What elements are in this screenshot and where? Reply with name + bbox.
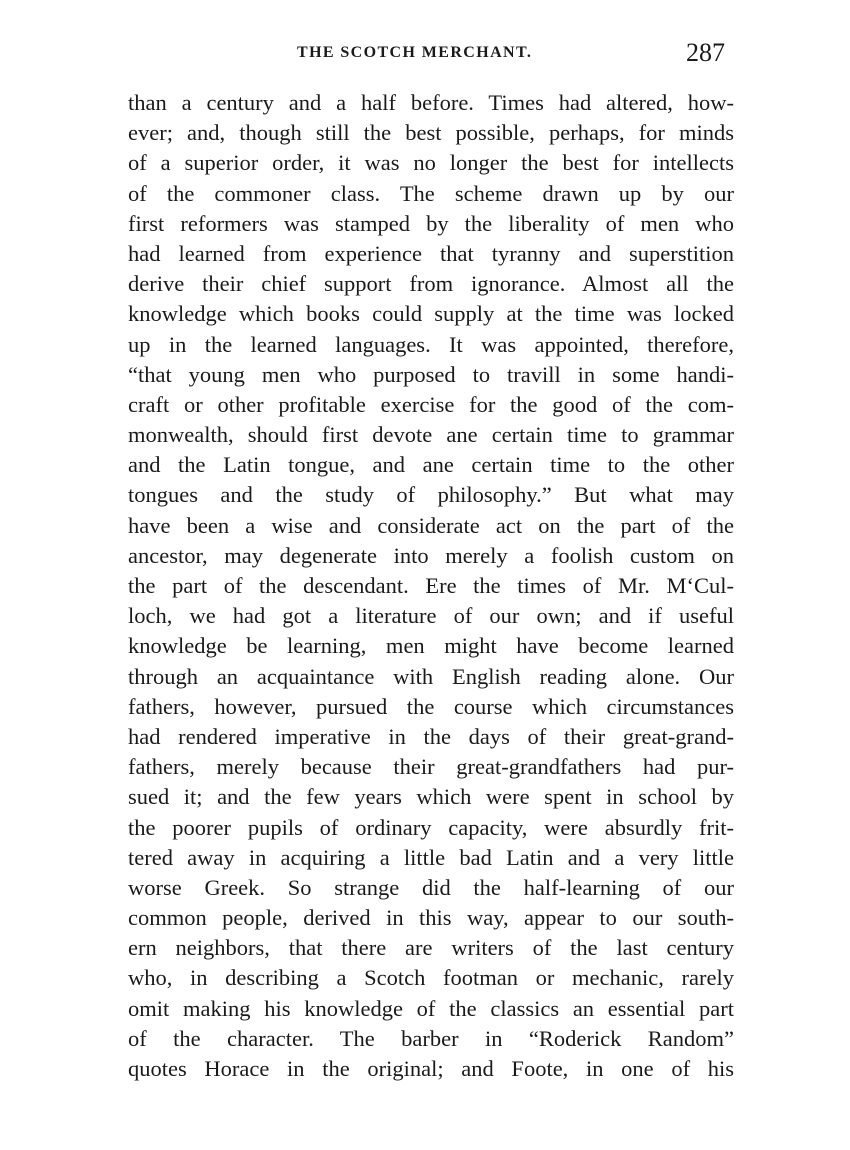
- body-text: [128, 88, 734, 1084]
- text-line: ancestor, may degenerate into merely a foolish custom on: [128, 542, 734, 568]
- text-line: quotes Horace in the original; and Foote, in one of his: [128, 1056, 734, 1081]
- running-head: THE SCOTCH MERCHANT.: [297, 44, 533, 61]
- text-line: fathers, however, pursued the course which circumstances: [128, 693, 734, 719]
- text-line: have been a wise and considerate act on the part of the: [128, 512, 734, 538]
- text-line: craft or other profitable exercise for the good of the com-: [128, 391, 734, 417]
- text-line: knowledge be learning, men might have become learned: [128, 633, 734, 659]
- text-line: up in the learned languages. It was appointed, therefore,: [128, 331, 734, 357]
- text-line: loch, we had got a literature of our own; and if useful: [128, 603, 734, 629]
- text-line: worse Greek. So strange did the half-learning of our: [128, 874, 734, 900]
- text-line: the part of the descendant. Ere the times of Mr. M‘Cul-: [128, 573, 734, 598]
- text-line: derive their chief support from ignorance. Almost all the: [128, 271, 734, 297]
- text-line: tongues and the study of philosophy.” But what may: [128, 482, 734, 508]
- text-line: had rendered imperative in the days of their great-grand-: [128, 723, 734, 749]
- text-line: of a superior order, it was no longer the best for intellects: [128, 150, 734, 176]
- text-line: omit making his knowledge of the classics an essential part: [128, 995, 734, 1021]
- text-line: ern neighbors, that there are writers of the last century: [128, 935, 734, 961]
- text-line: fathers, merely because their great-grandfathers had pur-: [128, 754, 734, 780]
- page-number: 287: [686, 38, 725, 67]
- text-line: common people, derived in this way, appear to our south-: [128, 905, 734, 931]
- text-line: first reformers was stamped by the liberality of men who: [128, 210, 734, 236]
- text-line: had learned from experience that tyranny and superstition: [128, 240, 734, 266]
- text-line: ever; and, though still the best possible, perhaps, for minds: [128, 120, 734, 146]
- text-line: sued it; and the few years which were spent in school by: [128, 784, 734, 810]
- text-line: of the character. The barber in “Roderick Random”: [128, 1025, 734, 1051]
- text-line: and the Latin tongue, and ane certain time to the other: [128, 452, 734, 478]
- text-line: “that young men who purposed to travill in some handi-: [128, 361, 734, 387]
- text-line: tered away in acquiring a little bad Latin and a very little: [128, 844, 734, 870]
- text-line: knowledge which books could supply at the time was locked: [128, 301, 734, 327]
- text-line: the poorer pupils of ordinary capacity, were absurdly frit-: [128, 814, 734, 840]
- text-line: through an acquaintance with English reading alone. Our: [128, 663, 734, 689]
- text-line: who, in describing a Scotch footman or mechanic, rarely: [128, 965, 734, 991]
- text-line: than a century and a half before. Times had altered, how-: [128, 90, 734, 115]
- text-line: of the commoner class. The scheme drawn up by our: [128, 180, 734, 206]
- text-line: monwealth, should first devote ane certain time to grammar: [128, 422, 734, 448]
